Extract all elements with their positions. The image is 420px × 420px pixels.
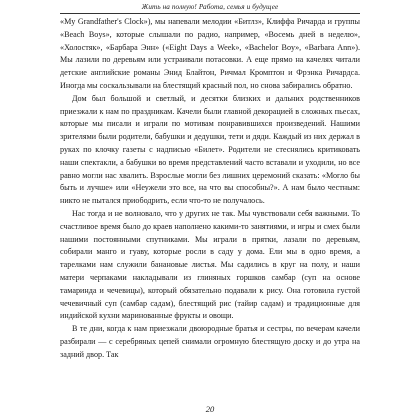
paragraph: Дом был большой и светлый, и десятки близких и дальних родственников приезжали к нам по праздникам. Качели были главной декорацией в сложных пьесах, которые мы писали и играли по мотивам понравившихся произведений. Нашими зрителями были родители, бабушки и дедушки, тети и дяди. Каждый из них держал в руках по клочку газеты с надписью «Билет». Родители не стеснялись критиковать наши спектакли, а бабушки во время представлений часто вставали и уходили, но все равно могли нас хвалить. Взрослые могли без лишних церемоний сказать: «Могло бы быть и лучше» или «Неужели это все, на что вы способны?». А нам было честным: никто не пытался приободрить, если что-то не получалось.: [60, 93, 360, 206]
header-rule: [60, 13, 360, 14]
paragraph: Нас тогда и не волновало, что у других не так. Мы чувствовали себя важными. То счастливое время было до краев наполнено какими-то занятиями, и игры и смех были нашими постоянными спутниками. Мы играли в прятки, лазали по деревьям, собирали манго и гуаву, которые росли в саду у дома. Ели мы в одно время, а тарелками нам служили банановые листья. Мы садились в круг на полу, и наши матери черпаками накладывали из глиняных горшков самбар (суп на основе тамаринда и чечевицы), который обязательно подавали к рису. Она готовила густой чечевичный суп (самбар садам), блестящий рис (тайир садам) и традиционные для индийской кухни маринованные фрукты и овощи.: [60, 208, 360, 321]
paragraph: «My Grandfather's Clock»), мы напевали мелодии «Битлз», Клиффа Ричарда и группы «Beach Boys», которые слышали по радио, например, «Восемь дней в неделю», «Холостяк», «Барбара Энн» («Eight Days a Week», «Bachelor Boy», «Barbara Ann»). Мы лазили по деревьям или устраивали потасовки. А еще прямо на качелях читали детские английские романы Энид Блайтон, Ричмал Кромптон и Фрэнка Ричардса. Иногда мы соскальзывали на блестящий красный пол, но снова забирались обратно.: [60, 17, 360, 90]
paragraph: В те дни, когда к нам приезжали двоюродные братья и сестры, по вечерам качели разбирали — с серебряных цепей снимали огромную блестящую доску и до утра на задний двор. Так: [60, 324, 360, 359]
page-number: 20: [205, 404, 215, 414]
body-text: [60, 16, 360, 362]
running-head: Жить на полную! Работа, семья и будущее: [141, 3, 279, 11]
